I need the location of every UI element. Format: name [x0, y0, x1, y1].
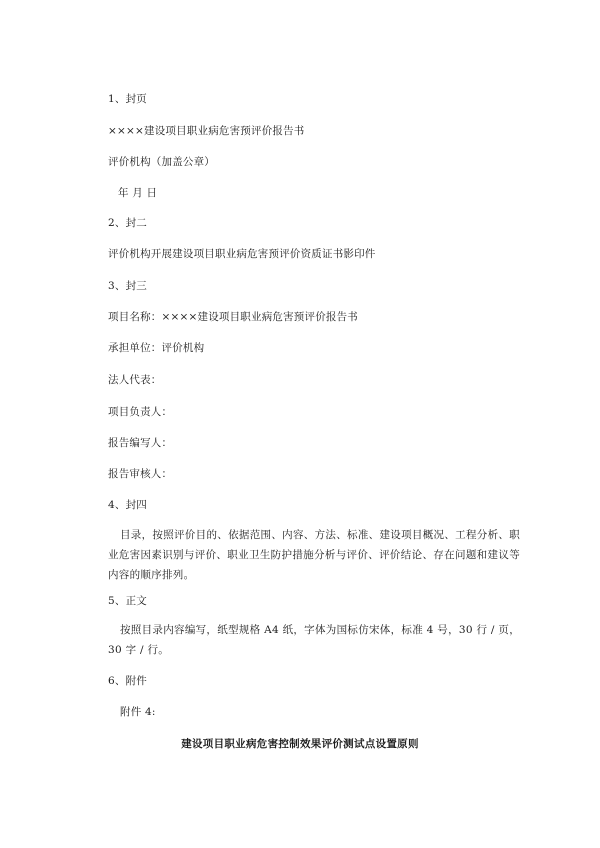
cover3-project-lead: 项目负责人： — [108, 406, 173, 418]
cover3-undertaker: 承担单位：评价机构 — [108, 342, 205, 354]
body-text: 按照目录内容编写，纸型规格 A4 纸，字体为国标仿宋体，标准 4 号，30 行 / 页，30 字 / 行。 — [108, 624, 520, 656]
cover3-legal-rep: 法人代表： — [108, 374, 162, 386]
cover3-heading: 3、封三 — [108, 280, 147, 292]
cover-report-title: ××××建设项目职业病危害预评价报告书 — [108, 125, 305, 137]
cover3-reviewer: 报告审核人： — [108, 468, 173, 480]
cover-org: 评价机构（加盖公章） — [108, 156, 215, 168]
cover2-heading: 2、封二 — [108, 217, 147, 229]
attachment-label: 附件 4: — [120, 706, 156, 718]
cover3-writer: 报告编写人： — [108, 437, 173, 449]
body-heading: 5、正文 — [108, 595, 147, 607]
attachment-title: 建设项目职业病危害控制效果评价测试点设置原则 — [181, 738, 419, 750]
cover4-heading: 4、封四 — [108, 499, 147, 511]
cover4-text: 目录，按照评价目的、依据范围、内容、方法、标准、建设项目概况、工程分析、职业危害因素识别与评价、职业卫生防护措施分析与评价、评价结论、存在问题和建议等内容的顺序排列。 — [108, 529, 520, 581]
cover3-project: 项目名称：××××建设项目职业病危害预评价报告书 — [108, 311, 358, 323]
cover2-text: 评价机构开展建设项目职业病危害预评价资质证书影印件 — [108, 248, 376, 260]
attachment-heading: 6、附件 — [108, 675, 147, 687]
cover-heading: 1、封页 — [108, 93, 147, 105]
cover-date: 年 月 日 — [118, 187, 158, 199]
